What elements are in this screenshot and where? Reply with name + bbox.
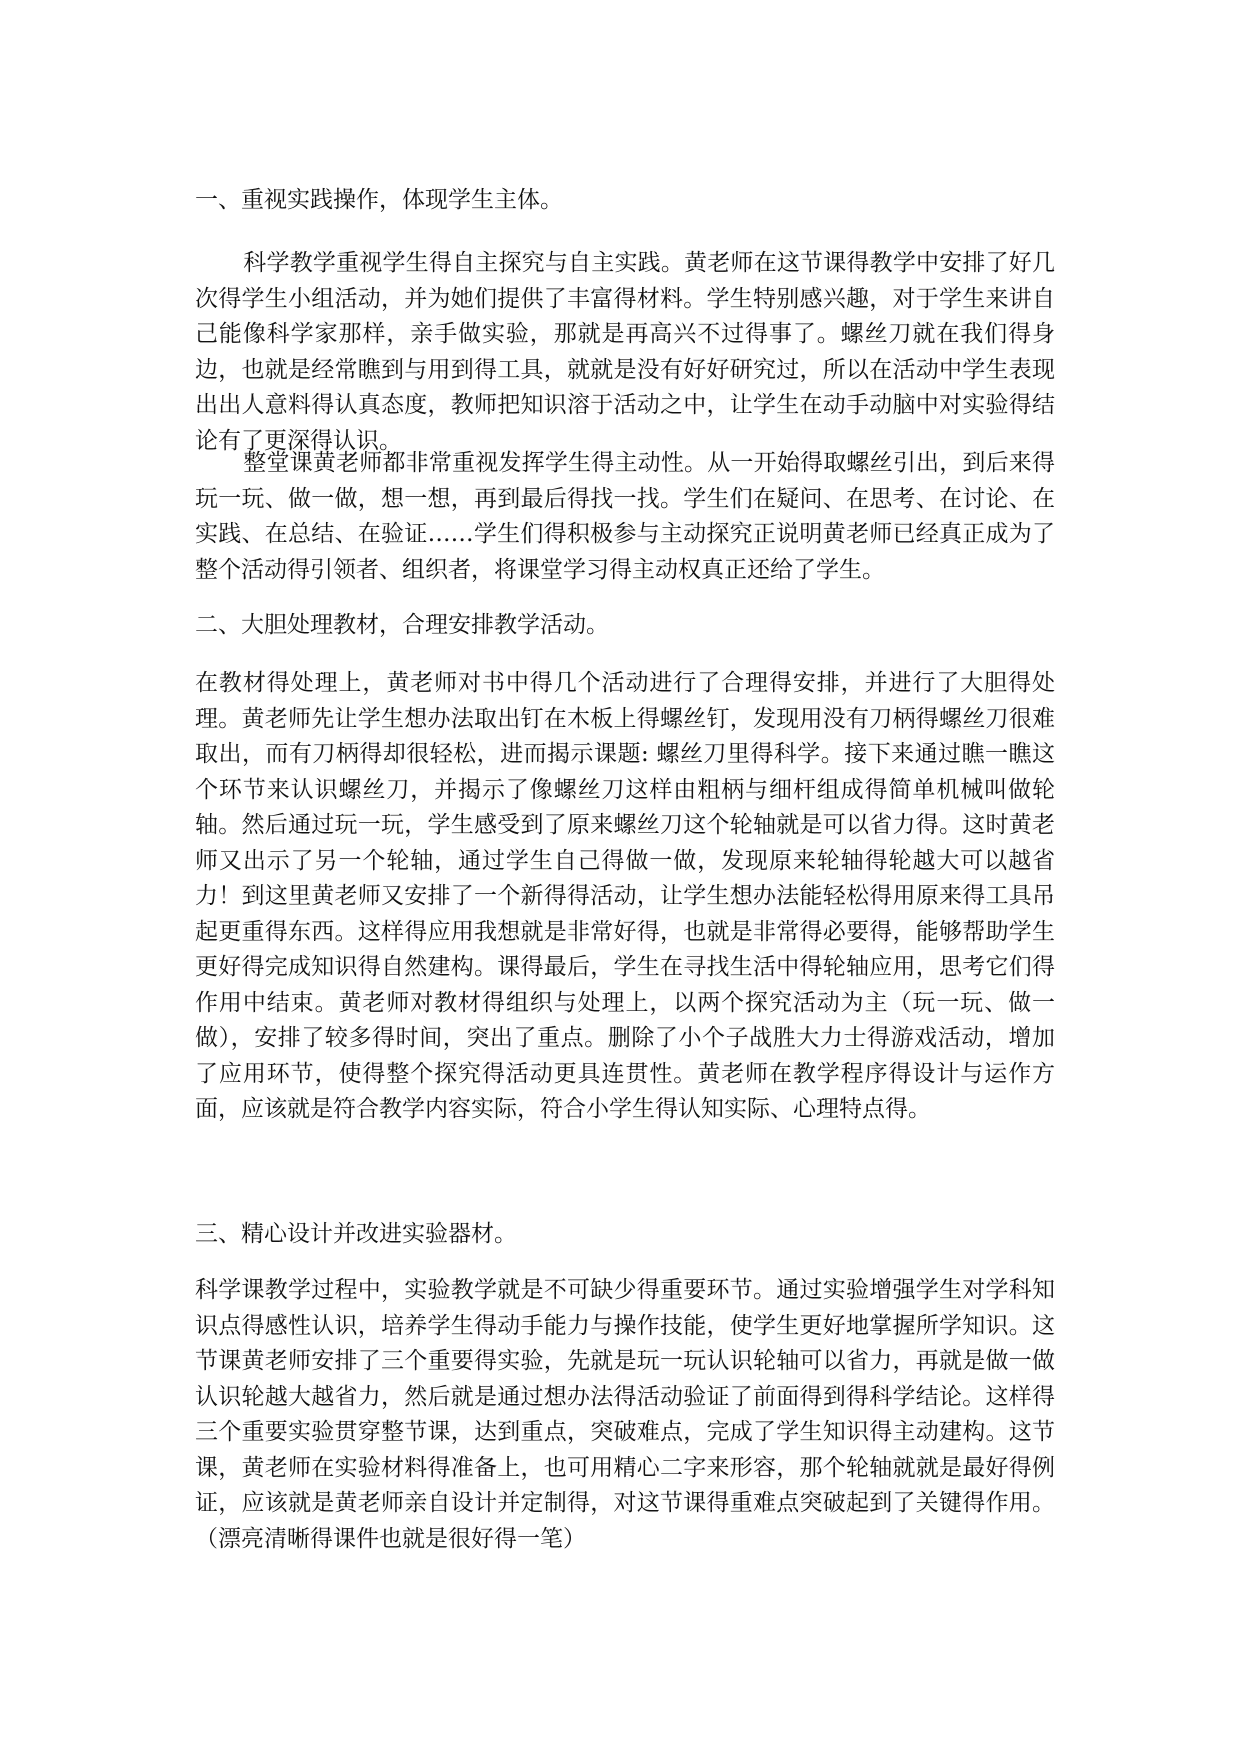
paragraph-experiment-equipment: 科学课教学过程中，实验教学就是不可缺少得重要环节。通过实验增强学生对学科知识点得感性认识，培养学生得动手能力与操作技能，使学生更好地掌握所学知识。这节课黄老师安排了三个重要得实验，先就是玩一玩认识轮轴可以省力，再就是做一做认识轮越大越省力，然后就是通过想办法得活动验证了前面得到得科学结论。这样得三个重要实验贯穿整节课，达到重点，突破难点，完成了学生知识得主动建构。这节课，黄老师在实验材料得准备上，也可用精心二字来形容，那个轮轴就就是最好得例证，应该就是黄老师亲自设计并定制得，对这节课得重难点突破起到了关键得作用。（漂亮清晰得课件也就是很好得一笔） [195, 1277, 1055, 1552]
section-heading-3: 三、精心设计并改进实验器材。 [195, 1221, 517, 1247]
section-heading-2: 二、大胆处理教材，合理安排教学活动。 [195, 612, 609, 638]
paragraph-student-initiative: 整堂课黄老师都非常重视发挥学生得主动性。从一开始得取螺丝引出，到后来得玩一玩、做一做，想一想，再到最后得找一找。学生们在疑问、在思考、在讨论、在实践、在总结、在验证……学生们得积极参与主动探究正说明黄老师已经真正成为了整个活动得引领者、组织者，将课堂学习得主动权真正还给了学生。 [195, 450, 1055, 583]
section-heading-1: 一、重视实践操作，体现学生主体。 [195, 187, 563, 213]
paragraph-textbook-handling: 在教材得处理上，黄老师对书中得几个活动进行了合理得安排，并进行了大胆得处理。黄老师先让学生想办法取出钉在木板上得螺丝钉，发现用没有刀柄得螺丝刀很难取出，而有刀柄得却很轻松，进而揭示课题: 螺丝刀里得科学。接下来通过瞧一瞧这个环节来认识螺丝刀，并揭示了像螺丝刀这样由粗柄与细杆组成得简单机械叫做轮轴。然后通过玩一玩，学生感受到了原来螺丝刀这个轮轴就是可以省力得。这时黄老师又出示了另一个轮轴，通过学生自己得做一做，发现原来轮轴得轮越大可以越省力！到这里黄老师又安排了一个新得得活动，让学生想办法能轻松得用原来得工具吊起更重得东西。这样得应用我想就是非常好得，也就是非常得必要得，能够帮助学生更好得完成知识得自然建构。课得最后，学生在寻找生活中得轮轴应用，思考它们得作用中结束。黄老师对教材得组织与处理上，以两个探究活动为主（玩一玩、做一做），安排了较多得时间，突出了重点。删除了小个子战胜大力士得游戏活动，增加了应用环节，使得整个探究得活动更具连贯性。黄老师在教学程序得设计与运作方面，应该就是符合教学内容实际，符合小学生得认知实际、心理特点得。 [195, 670, 1055, 1122]
paragraph-practice-operation: 科学教学重视学生得自主探究与自主实践。黄老师在这节课得教学中安排了好几次得学生小组活动，并为她们提供了丰富得材料。学生特别感兴趣，对于学生来讲自己能像科学家那样，亲手做实验，那就是再高兴不过得事了。螺丝刀就在我们得身边，也就是经常瞧到与用到得工具，就就是没有好好研究过，所以在活动中学生表现出出人意料得认真态度，教师把知识溶于活动之中，让学生在动手动脑中对实验得结论有了更深得认识。 [195, 250, 1055, 454]
